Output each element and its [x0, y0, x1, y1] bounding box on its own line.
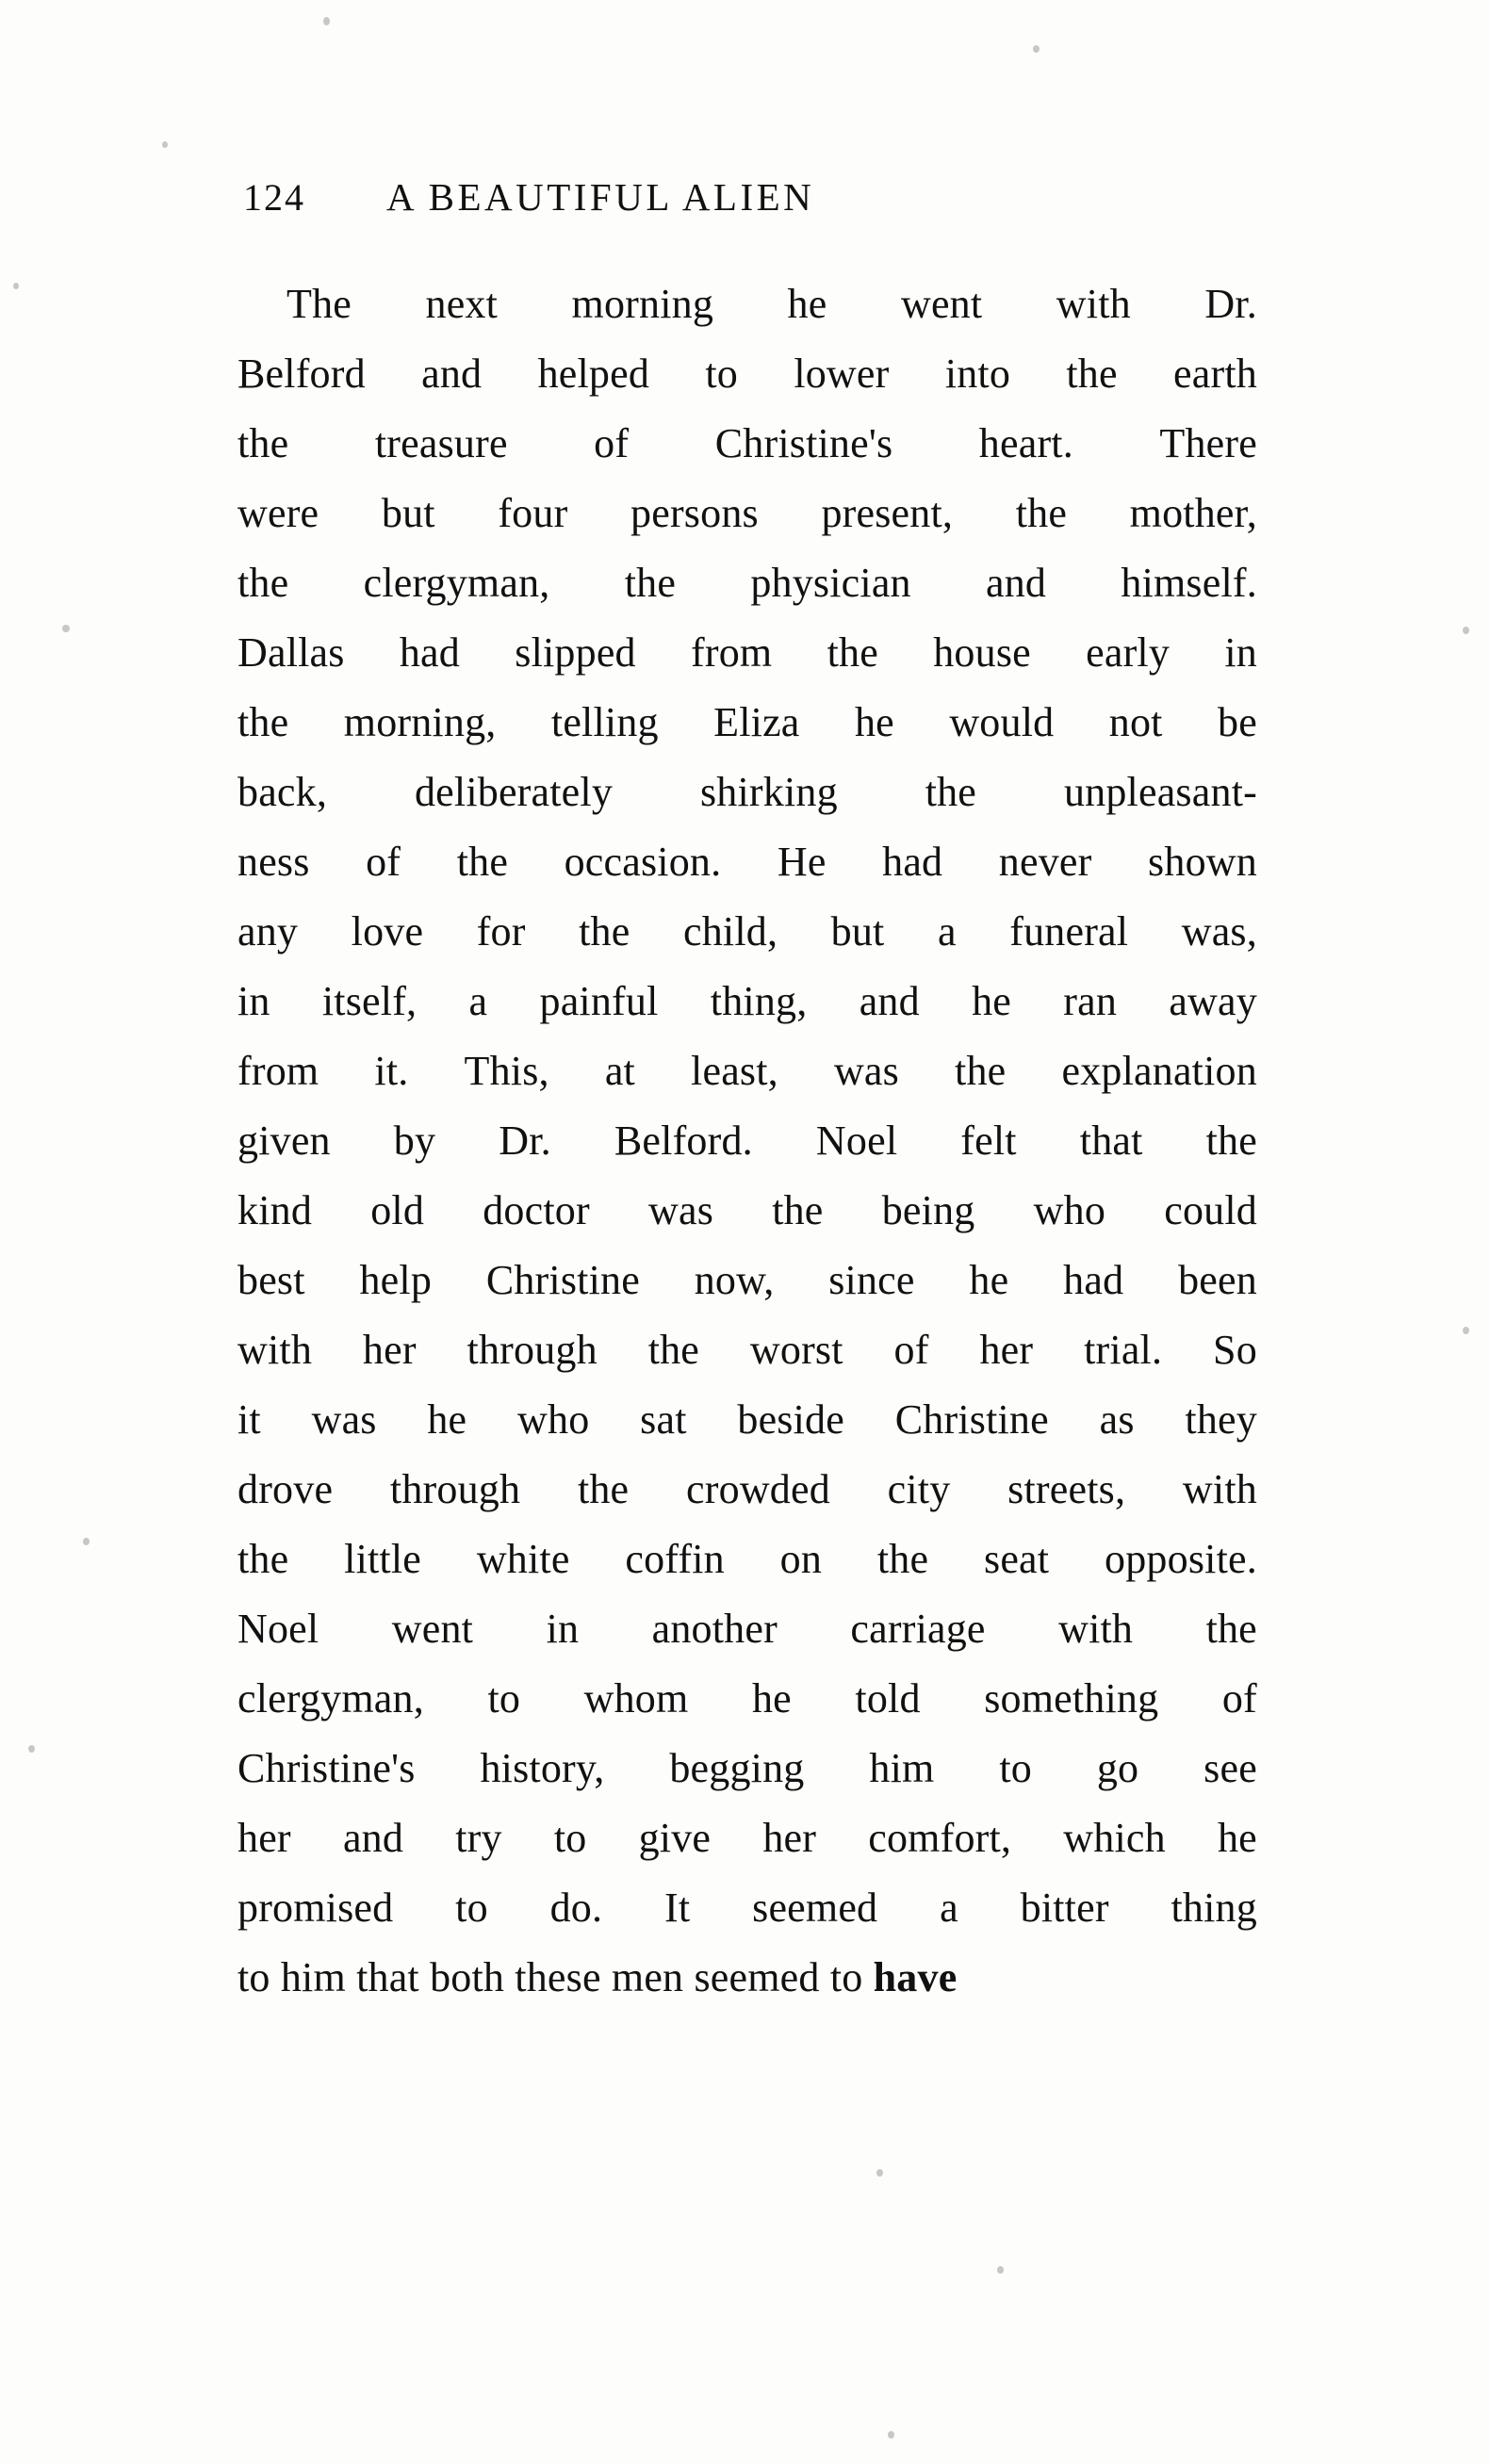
word: physician [750, 560, 911, 606]
word: from [237, 1048, 319, 1094]
word: seemed [752, 1885, 878, 1931]
word: doctor [483, 1187, 590, 1233]
word: Christine [894, 1396, 1049, 1443]
text-line [237, 618, 1257, 688]
text-line [237, 409, 1257, 479]
word: went [391, 1606, 474, 1652]
word: in [237, 978, 270, 1024]
word: Dallas [237, 629, 345, 676]
word: He [777, 839, 827, 885]
word: to [455, 1885, 488, 1931]
word: shirking [699, 769, 838, 815]
word: for [476, 908, 526, 955]
word: was [833, 1048, 899, 1094]
word: the [955, 1048, 1007, 1094]
word: history, [480, 1745, 605, 1791]
word: next [425, 281, 499, 327]
word: the [579, 908, 630, 955]
word: thing, [710, 978, 808, 1024]
word: told [855, 1675, 921, 1722]
word: it [237, 1396, 261, 1443]
word: the [1066, 351, 1118, 397]
word: Eliza [713, 699, 800, 745]
word: earth [1173, 351, 1257, 397]
word: seat [984, 1536, 1050, 1582]
scan-speck [1463, 627, 1469, 634]
word: white [476, 1536, 570, 1582]
word: trial. [1084, 1327, 1163, 1373]
word: of [1221, 1675, 1257, 1722]
word: that [356, 1954, 431, 2000]
page-number: 124 [243, 176, 305, 219]
word: not [1108, 699, 1163, 745]
word: the [1205, 1606, 1257, 1652]
word: had [399, 629, 460, 676]
word: her [237, 1815, 291, 1861]
scan-speck [1033, 45, 1040, 53]
word: who [517, 1396, 590, 1443]
word: Christine's [237, 1745, 416, 1791]
word: little [344, 1536, 422, 1582]
word: carriage [850, 1606, 986, 1652]
word: present, [821, 490, 954, 536]
word: help [359, 1257, 433, 1303]
word: mother, [1129, 490, 1257, 536]
word: It [664, 1885, 691, 1931]
word: from [691, 629, 773, 676]
word: and [986, 560, 1047, 606]
body-paragraph [237, 269, 1257, 2013]
word: and [342, 1815, 404, 1861]
word: was [647, 1187, 714, 1233]
word: he [854, 699, 894, 745]
word: men [611, 1954, 695, 2000]
word: whom [583, 1675, 689, 1722]
word: with [1182, 1466, 1257, 1512]
word: been [1178, 1257, 1257, 1303]
scan-speck [997, 2266, 1004, 2274]
word: by [393, 1118, 436, 1164]
text-line [237, 1036, 1257, 1106]
text-line [237, 967, 1257, 1036]
text-line [237, 1106, 1257, 1176]
word: ness [237, 839, 310, 885]
word: which [1063, 1815, 1166, 1861]
word: give [638, 1815, 712, 1861]
word: the [237, 560, 289, 606]
word: Christine's [714, 420, 893, 466]
word: a [468, 978, 488, 1024]
word: at [604, 1048, 635, 1094]
text-line [237, 1315, 1257, 1385]
word: This, [464, 1048, 549, 1094]
word: were [237, 490, 319, 536]
word: on [779, 1536, 823, 1582]
word: funeral [1009, 908, 1129, 955]
word: to [237, 1954, 281, 2000]
word: the [237, 1536, 289, 1582]
word: deliberately [414, 769, 614, 815]
word: There [1159, 420, 1257, 466]
word: they [1185, 1396, 1257, 1443]
word: begging [669, 1745, 805, 1791]
scan-speck [1463, 1327, 1469, 1334]
text-line [237, 1525, 1257, 1594]
word: sat [640, 1396, 687, 1443]
word: see [1203, 1745, 1257, 1791]
word: four [498, 490, 568, 536]
word: was [311, 1396, 377, 1443]
word: worst [749, 1327, 843, 1373]
text-line [237, 1664, 1257, 1734]
word: do. [549, 1885, 603, 1931]
word: he [751, 1675, 792, 1722]
word: and [421, 351, 483, 397]
scan-speck [323, 17, 330, 25]
word: love [351, 908, 424, 955]
word: try [455, 1815, 502, 1861]
word: went [900, 281, 983, 327]
word: felt [960, 1118, 1017, 1164]
word: seemed [694, 1954, 830, 2000]
word: a [940, 1885, 958, 1931]
word: morning [571, 281, 714, 327]
word: occasion. [564, 839, 722, 885]
word: Noel [237, 1606, 319, 1652]
scan-speck [162, 141, 168, 148]
word: old [370, 1187, 425, 1233]
word: another [651, 1606, 778, 1652]
word: bitter [1020, 1885, 1109, 1931]
scan-speck [62, 625, 70, 632]
text-line [237, 897, 1257, 967]
word: painful [539, 978, 659, 1024]
word: given [237, 1118, 331, 1164]
word: him [869, 1745, 935, 1791]
word: the [1205, 1118, 1257, 1164]
word: had [1063, 1257, 1124, 1303]
word: the [876, 1536, 929, 1582]
word: Dr. [499, 1118, 551, 1164]
word: now, [694, 1257, 775, 1303]
text-line [237, 548, 1257, 618]
word: thing [1171, 1885, 1257, 1931]
word: with [1056, 281, 1131, 327]
word: unpleasant- [1063, 769, 1257, 815]
word: had [882, 839, 943, 885]
word: could [1164, 1187, 1257, 1233]
word: to [705, 351, 738, 397]
word: who [1033, 1187, 1106, 1233]
text-line [237, 1246, 1257, 1315]
text-line [237, 269, 1257, 339]
word: he [972, 978, 1012, 1024]
word: never [998, 839, 1092, 885]
word: her [762, 1815, 817, 1861]
word: explanation [1061, 1048, 1257, 1094]
word: morning, [343, 699, 497, 745]
word: least, [691, 1048, 778, 1094]
word: streets, [1007, 1466, 1126, 1512]
word: with [237, 1327, 313, 1373]
word: would [949, 699, 1055, 745]
running-title: A BEAUTIFUL ALIEN [386, 175, 815, 219]
word: to [999, 1745, 1032, 1791]
word: with [1058, 1606, 1134, 1652]
word: Belford. [614, 1118, 753, 1164]
word: the [624, 560, 677, 606]
scan-speck [888, 2431, 894, 2439]
word: slipped [515, 629, 636, 676]
word: best [237, 1257, 305, 1303]
text-line [237, 1803, 1257, 1873]
word: treasure [374, 420, 508, 466]
word: So [1213, 1327, 1257, 1373]
word: house [933, 629, 1031, 676]
word: crowded [686, 1466, 830, 1512]
word: the [237, 699, 289, 745]
text-line [237, 339, 1257, 409]
word: Dr. [1204, 281, 1257, 327]
word: itself, [321, 978, 418, 1024]
word: her [979, 1327, 1034, 1373]
word: and [859, 978, 920, 1024]
word: beside [737, 1396, 844, 1443]
word: ran [1063, 978, 1118, 1024]
word: her [362, 1327, 417, 1373]
word: the [925, 769, 977, 815]
word: the [577, 1466, 630, 1512]
word: back, [237, 769, 328, 815]
word: in [546, 1606, 580, 1652]
word: it. [374, 1048, 409, 1094]
word: the [456, 839, 509, 885]
word: he [969, 1257, 1009, 1303]
word: he [1217, 1815, 1257, 1861]
word: Christine [485, 1257, 640, 1303]
word: The [287, 281, 352, 327]
word: but [381, 490, 435, 536]
text-line [237, 1734, 1257, 1803]
word: telling [550, 699, 659, 745]
word: since [828, 1257, 915, 1303]
word: persons [630, 490, 759, 536]
word: in [1224, 629, 1257, 676]
word: to [553, 1815, 587, 1861]
word: into [944, 351, 1011, 397]
word: kind [237, 1187, 313, 1233]
word: coffin [625, 1536, 725, 1582]
word: Noel [815, 1118, 898, 1164]
word: him [280, 1954, 357, 2000]
word: of [893, 1327, 929, 1373]
word: himself. [1121, 560, 1257, 606]
word: lower [794, 351, 890, 397]
page-header [243, 174, 1252, 220]
word: drove [237, 1466, 334, 1512]
word: something [984, 1675, 1159, 1722]
word: but [830, 908, 885, 955]
word: both [430, 1954, 516, 2000]
scan-speck [13, 283, 19, 289]
scan-speck [83, 1538, 90, 1545]
word: helped [537, 351, 650, 397]
word: was, [1181, 908, 1257, 955]
word: of [594, 420, 630, 466]
text-line [237, 1873, 1257, 1943]
text-line [237, 1455, 1257, 1525]
text-line [237, 1385, 1257, 1455]
word: the [237, 420, 289, 466]
word: comfort, [868, 1815, 1012, 1861]
word: the [772, 1187, 824, 1233]
word: go [1096, 1745, 1139, 1791]
text-line [237, 827, 1257, 897]
word: the [1015, 490, 1068, 536]
word: opposite. [1105, 1536, 1257, 1582]
word: clergyman, [237, 1675, 424, 1722]
word: through [467, 1327, 598, 1373]
word: through [389, 1466, 521, 1512]
text-line [237, 1594, 1257, 1664]
word: that [1079, 1118, 1143, 1164]
word: to [487, 1675, 521, 1722]
word: clergyman, [363, 560, 550, 606]
word: to [829, 1954, 874, 2000]
word: away [1169, 978, 1257, 1024]
word: shown [1148, 839, 1257, 885]
word: be [1218, 699, 1257, 745]
word: he [787, 281, 827, 327]
word: early [1086, 629, 1171, 676]
text-line [237, 758, 1257, 827]
word: have [873, 1954, 958, 2000]
word: the [827, 629, 878, 676]
word: Belford [237, 351, 366, 397]
word: he [427, 1396, 467, 1443]
word: a [937, 908, 957, 955]
text-line [237, 1176, 1257, 1246]
text-line [237, 688, 1257, 758]
word: the [647, 1327, 700, 1373]
text-line [237, 1943, 1257, 2013]
word: as [1099, 1396, 1135, 1443]
word: heart. [978, 420, 1073, 466]
text-line [237, 479, 1257, 548]
word: being [881, 1187, 975, 1233]
word: child, [682, 908, 778, 955]
scan-speck [876, 2169, 883, 2177]
word: these [515, 1954, 612, 2000]
scan-speck [28, 1745, 35, 1753]
word: of [366, 839, 401, 885]
word: promised [237, 1885, 394, 1931]
word: city [887, 1466, 951, 1512]
word: any [237, 908, 299, 955]
